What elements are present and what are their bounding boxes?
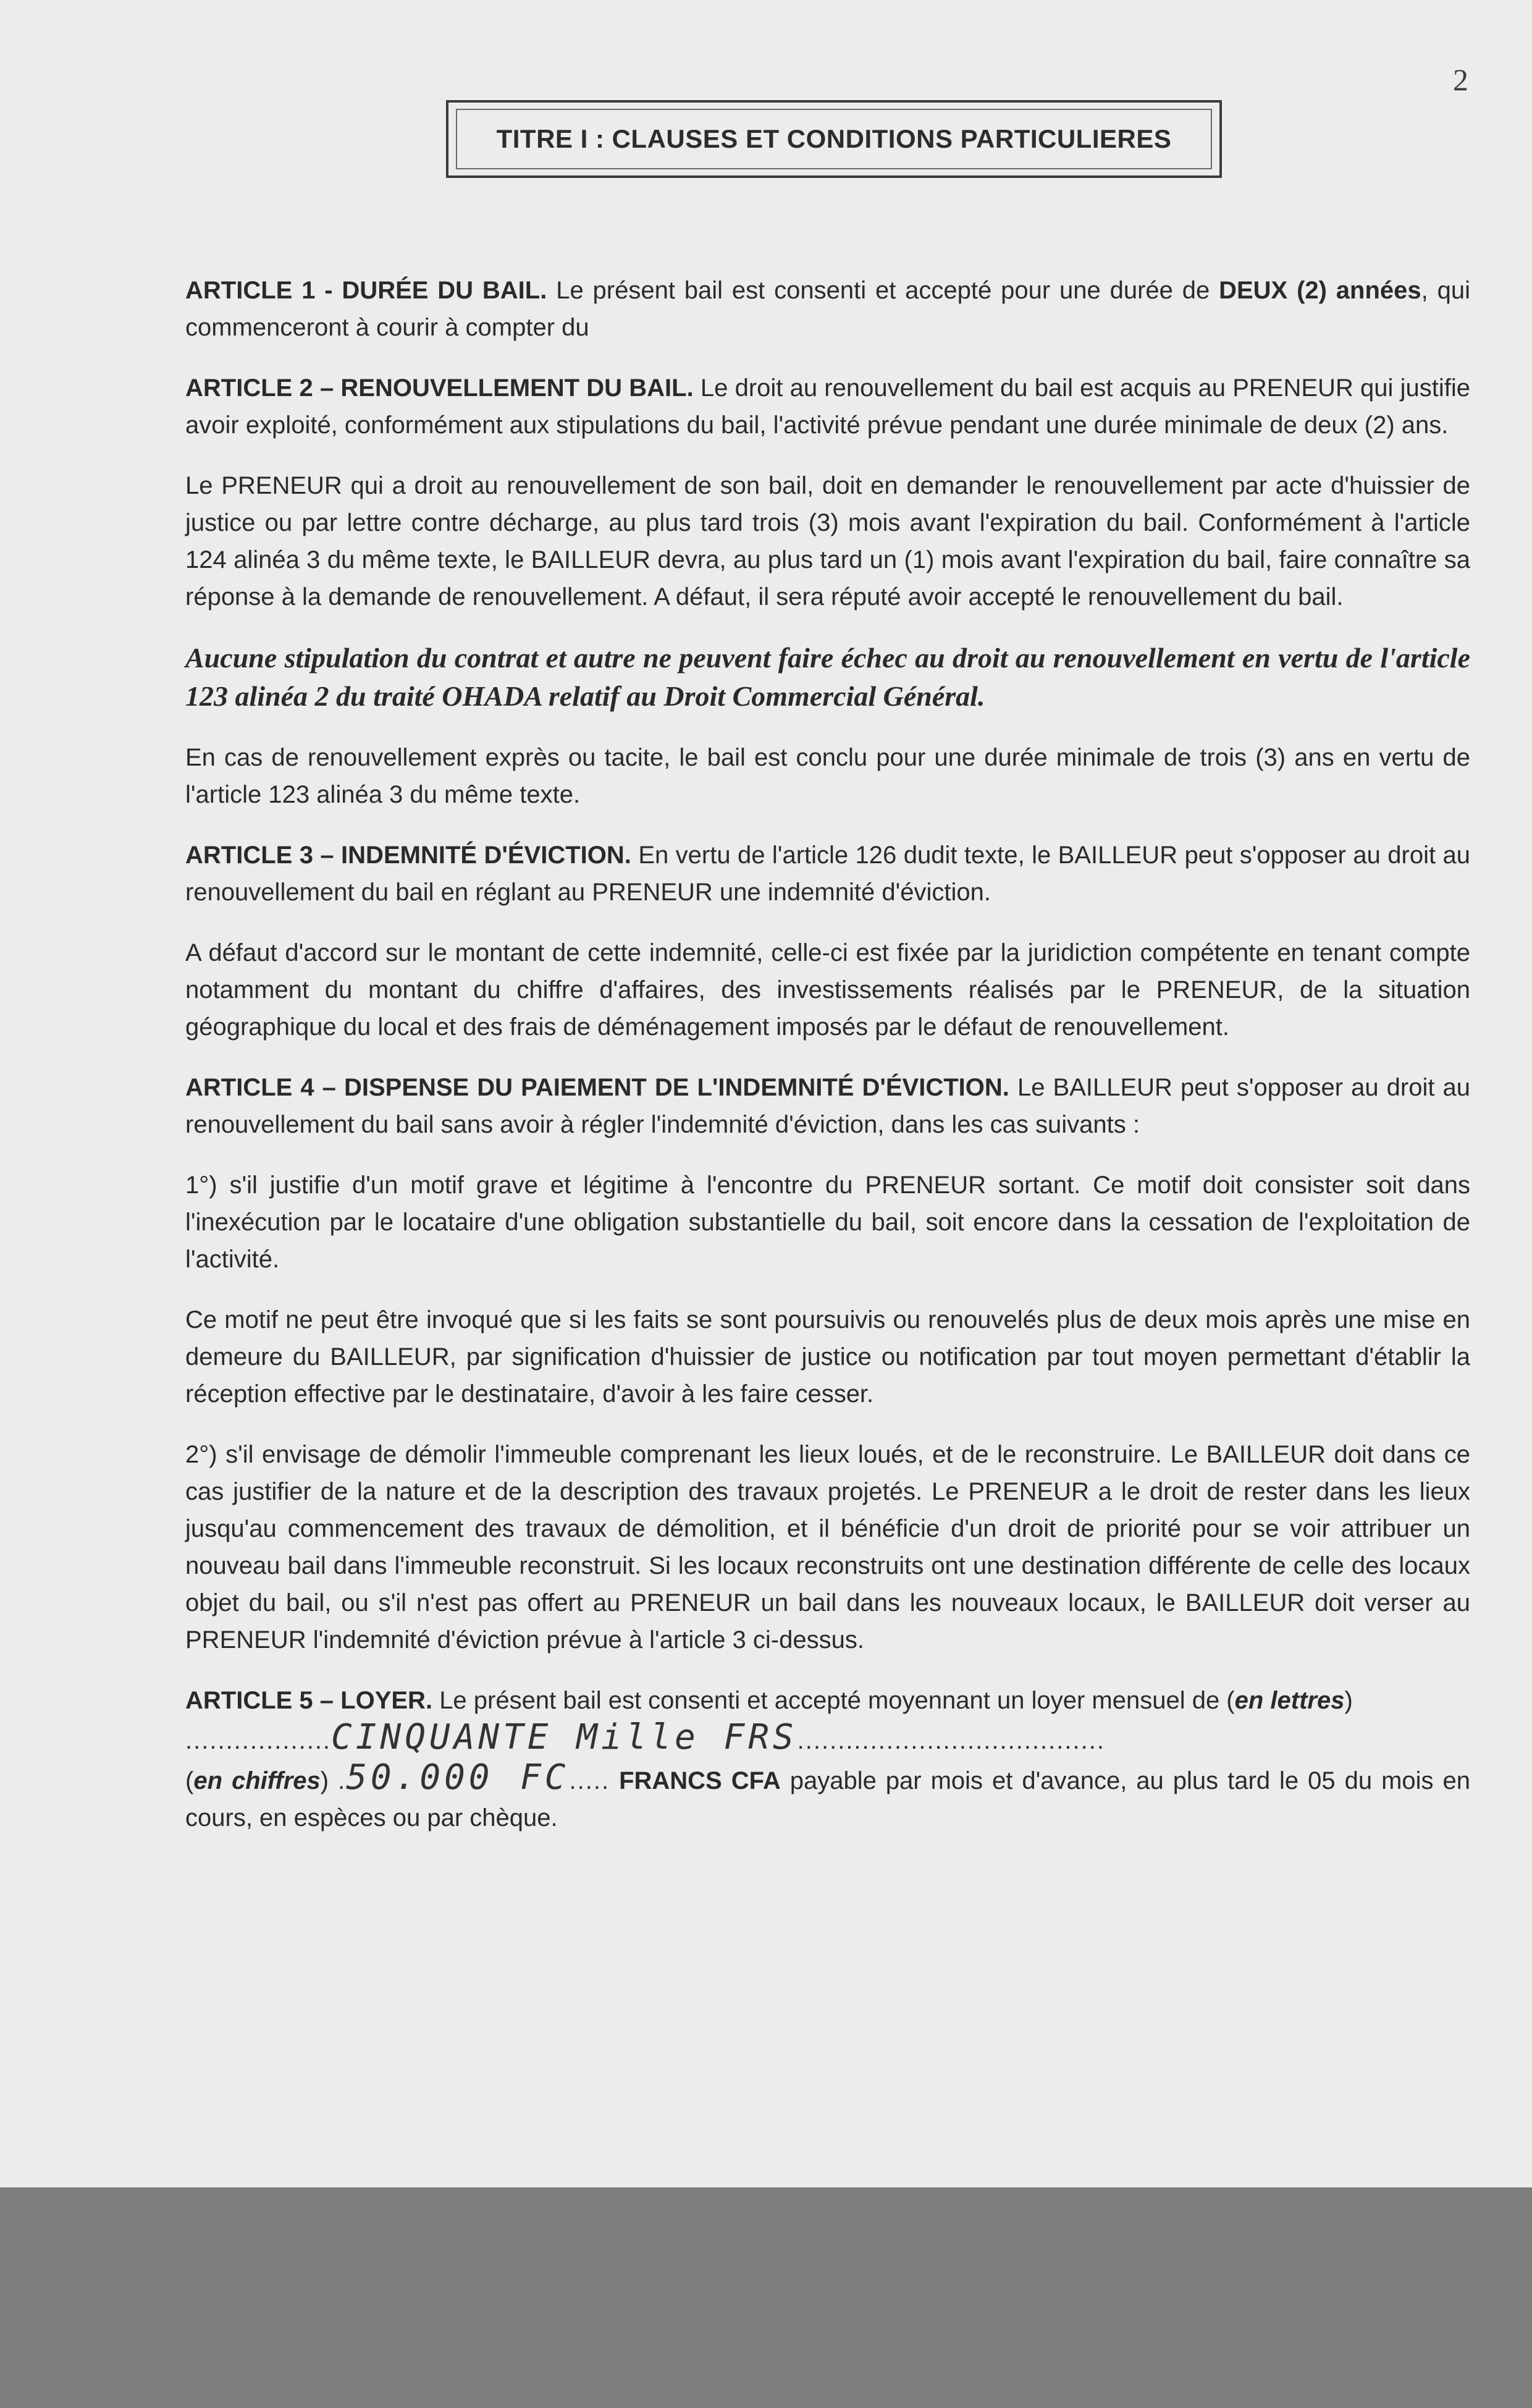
amount-figures-dots-after: ..... — [569, 1767, 610, 1794]
article-4-case-1: 1°) s'il justifie d'un motif grave et légitime à l'encontre du PRENEUR sortant. Ce motif doit consister soit dans l'inexécution par le locataire d'une obligation substantielle du bail, soit encore dans la cessation de l'exploitation de l'activité. — [185, 1172, 1470, 1273]
amount-in-words-handwritten: CINQUANTE Mille FRS — [331, 1717, 798, 1757]
article-4-case-2: 2°) s'il envisage de démolir l'immeuble comprenant les lieux loués, et de le reconstruire. Le BAILLEUR doit dans ce cas justifier de la nature et de la description des travaux projetés. Le PRENEUR a le droit de rester dans les lieux jusqu'au commencement des travaux de démolition, et il bénéficie d'un droit de priorité pour se voir attribuer un nouveau bail dans l'immeuble reconstruit. Si les locaux reconstruits ont une destination différente de celle des locaux objet du bail, ou s'il n'est pas offert au PRENEUR un bail dans les nouveaux locaux, le BAILLEUR doit verser au PRENEUR l'indemnité d'éviction prévue à l'article 3 ci-dessus. — [185, 1441, 1470, 1654]
article-3-paragraph-2: A défaut d'accord sur le montant de cette indemnité, celle-ci est fixée par la juridiction compétente en tenant compte notamment du montant du chiffre d'affaires, des investissements réalisés par le PRENEUR, de la situation géographique du local et des frais de déménagement imposés par le défaut de renouvellement. — [185, 939, 1470, 1041]
en-lettres-label: en lettres — [1234, 1687, 1345, 1714]
page-number: 2 — [1453, 62, 1468, 97]
article-5: ARTICLE 5 – LOYER. Le présent bail est consenti et accepté moyennant un loyer mensuel de (en lettres) ..................CINQUANTE Mille FRS...................................... (en chiffres) .50.000 FC..... FRANCS CFA payable par mois et d'avance, au plus tard le 05 du mois en cours, en espèces ou par chèque. — [185, 1687, 1471, 1831]
article-5-text: Le présent bail est consenti et accepté moyennant un loyer mensuel de ( — [439, 1687, 1235, 1714]
article-2-paragraph-2: Le PRENEUR qui a droit au renouvellement de son bail, doit en demander le renouvellement par acte d'huissier de justice ou par lettre contre décharge, au plus tard trois (3) mois avant l'expiration du bail. Conformément à l'article 124 alinéa 3 du même texte, le BAILLEUR devra, au plus tard un (1) mois avant l'expiration du bail, faire connaître sa réponse à la demande de renouvellement. A défaut, il sera réputé avoir accepté le renouvellement du bail. — [185, 472, 1470, 610]
article-5-payment-terms: payable par mois et d'avance, au plus tard le 05 du mois en cours, en espèces ou par chèque. — [185, 1767, 1471, 1831]
article-1-text: Le présent bail est consenti et accepté pour une durée de — [556, 277, 1210, 304]
en-chiffres-label: en chiffres — [193, 1767, 321, 1794]
currency-label: FRANCS CFA — [619, 1767, 781, 1794]
section-title: TITRE I : CLAUSES ET CONDITIONS PARTICULIERES — [496, 124, 1172, 153]
article-4-case-1-condition: Ce motif ne peut être invoqué que si les faits se sont poursuivis ou renouvelés plus de deux mois après une mise en demeure du BAILLEUR, par signification d'huissier de justice ou notification par tout moyen permettant d'établir la réception effective par le destinataire, d'avoir à les faire cesser. — [185, 1306, 1470, 1408]
article-1-duration: DEUX (2) années — [1219, 277, 1421, 304]
article-3 — [185, 837, 1470, 911]
article-3-text: En vertu de l'article 126 dudit texte, le BAILLEUR peut s'opposer au droit au renouvellement du bail en réglant au PRENEUR une indemnité d'éviction. — [185, 842, 1471, 906]
article-4-heading: ARTICLE 4 – DISPENSE DU PAIEMENT DE L'INDEMNITÉ D'ÉVICTION. — [185, 1074, 1009, 1101]
article-2-paragraph-4: En cas de renouvellement exprès ou tacite, le bail est conclu pour une durée minimale de trois (3) ans en vertu de l'article 123 alinéa 3 du même texte. — [185, 744, 1470, 808]
amount-words-dots-after: ...................................... — [797, 1727, 1105, 1754]
amount-figures-dots-before: . — [338, 1767, 347, 1794]
title-box — [446, 100, 1222, 178]
amount-in-figures-handwritten: 50.000 FC — [346, 1757, 570, 1798]
article-1-text-2: , qui commenceront à courir à compter du — [185, 277, 1470, 341]
article-3-heading: ARTICLE 3 – INDEMNITÉ D'ÉVICTION. — [185, 842, 631, 869]
amount-words-dots-before: .................. — [185, 1727, 332, 1754]
article-2-heading: ARTICLE 2 – RENOUVELLEMENT DU BAIL. — [185, 374, 694, 402]
en-lettres-close: ) — [1344, 1687, 1353, 1714]
document-body — [185, 272, 1470, 1836]
article-1 — [185, 272, 1470, 346]
article-2 — [185, 370, 1470, 444]
article-4 — [185, 1069, 1470, 1143]
article-2-text: Le droit au renouvellement du bail est acquis au PRENEUR qui justifie avoir exploité, conformément aux stipulations du bail, l'activité prévue pendant une durée minimale de deux (2) ans. — [185, 374, 1470, 439]
article-4-text: Le BAILLEUR peut s'opposer au droit au renouvellement du bail sans avoir à régler l'indemnité d'éviction, dans les cas suivants : — [185, 1074, 1471, 1138]
article-2-italic-clause: Aucune stipulation du contrat et autre ne peuvent faire échec au droit au renouvellement en vertu de l'article 123 alinéa 2 du traité OHADA relatif au Droit Commercial Général. — [185, 642, 1470, 712]
article-1-heading: ARTICLE 1 - DURÉE DU BAIL. — [185, 277, 547, 304]
article-5-heading: ARTICLE 5 – LOYER. — [185, 1687, 433, 1714]
